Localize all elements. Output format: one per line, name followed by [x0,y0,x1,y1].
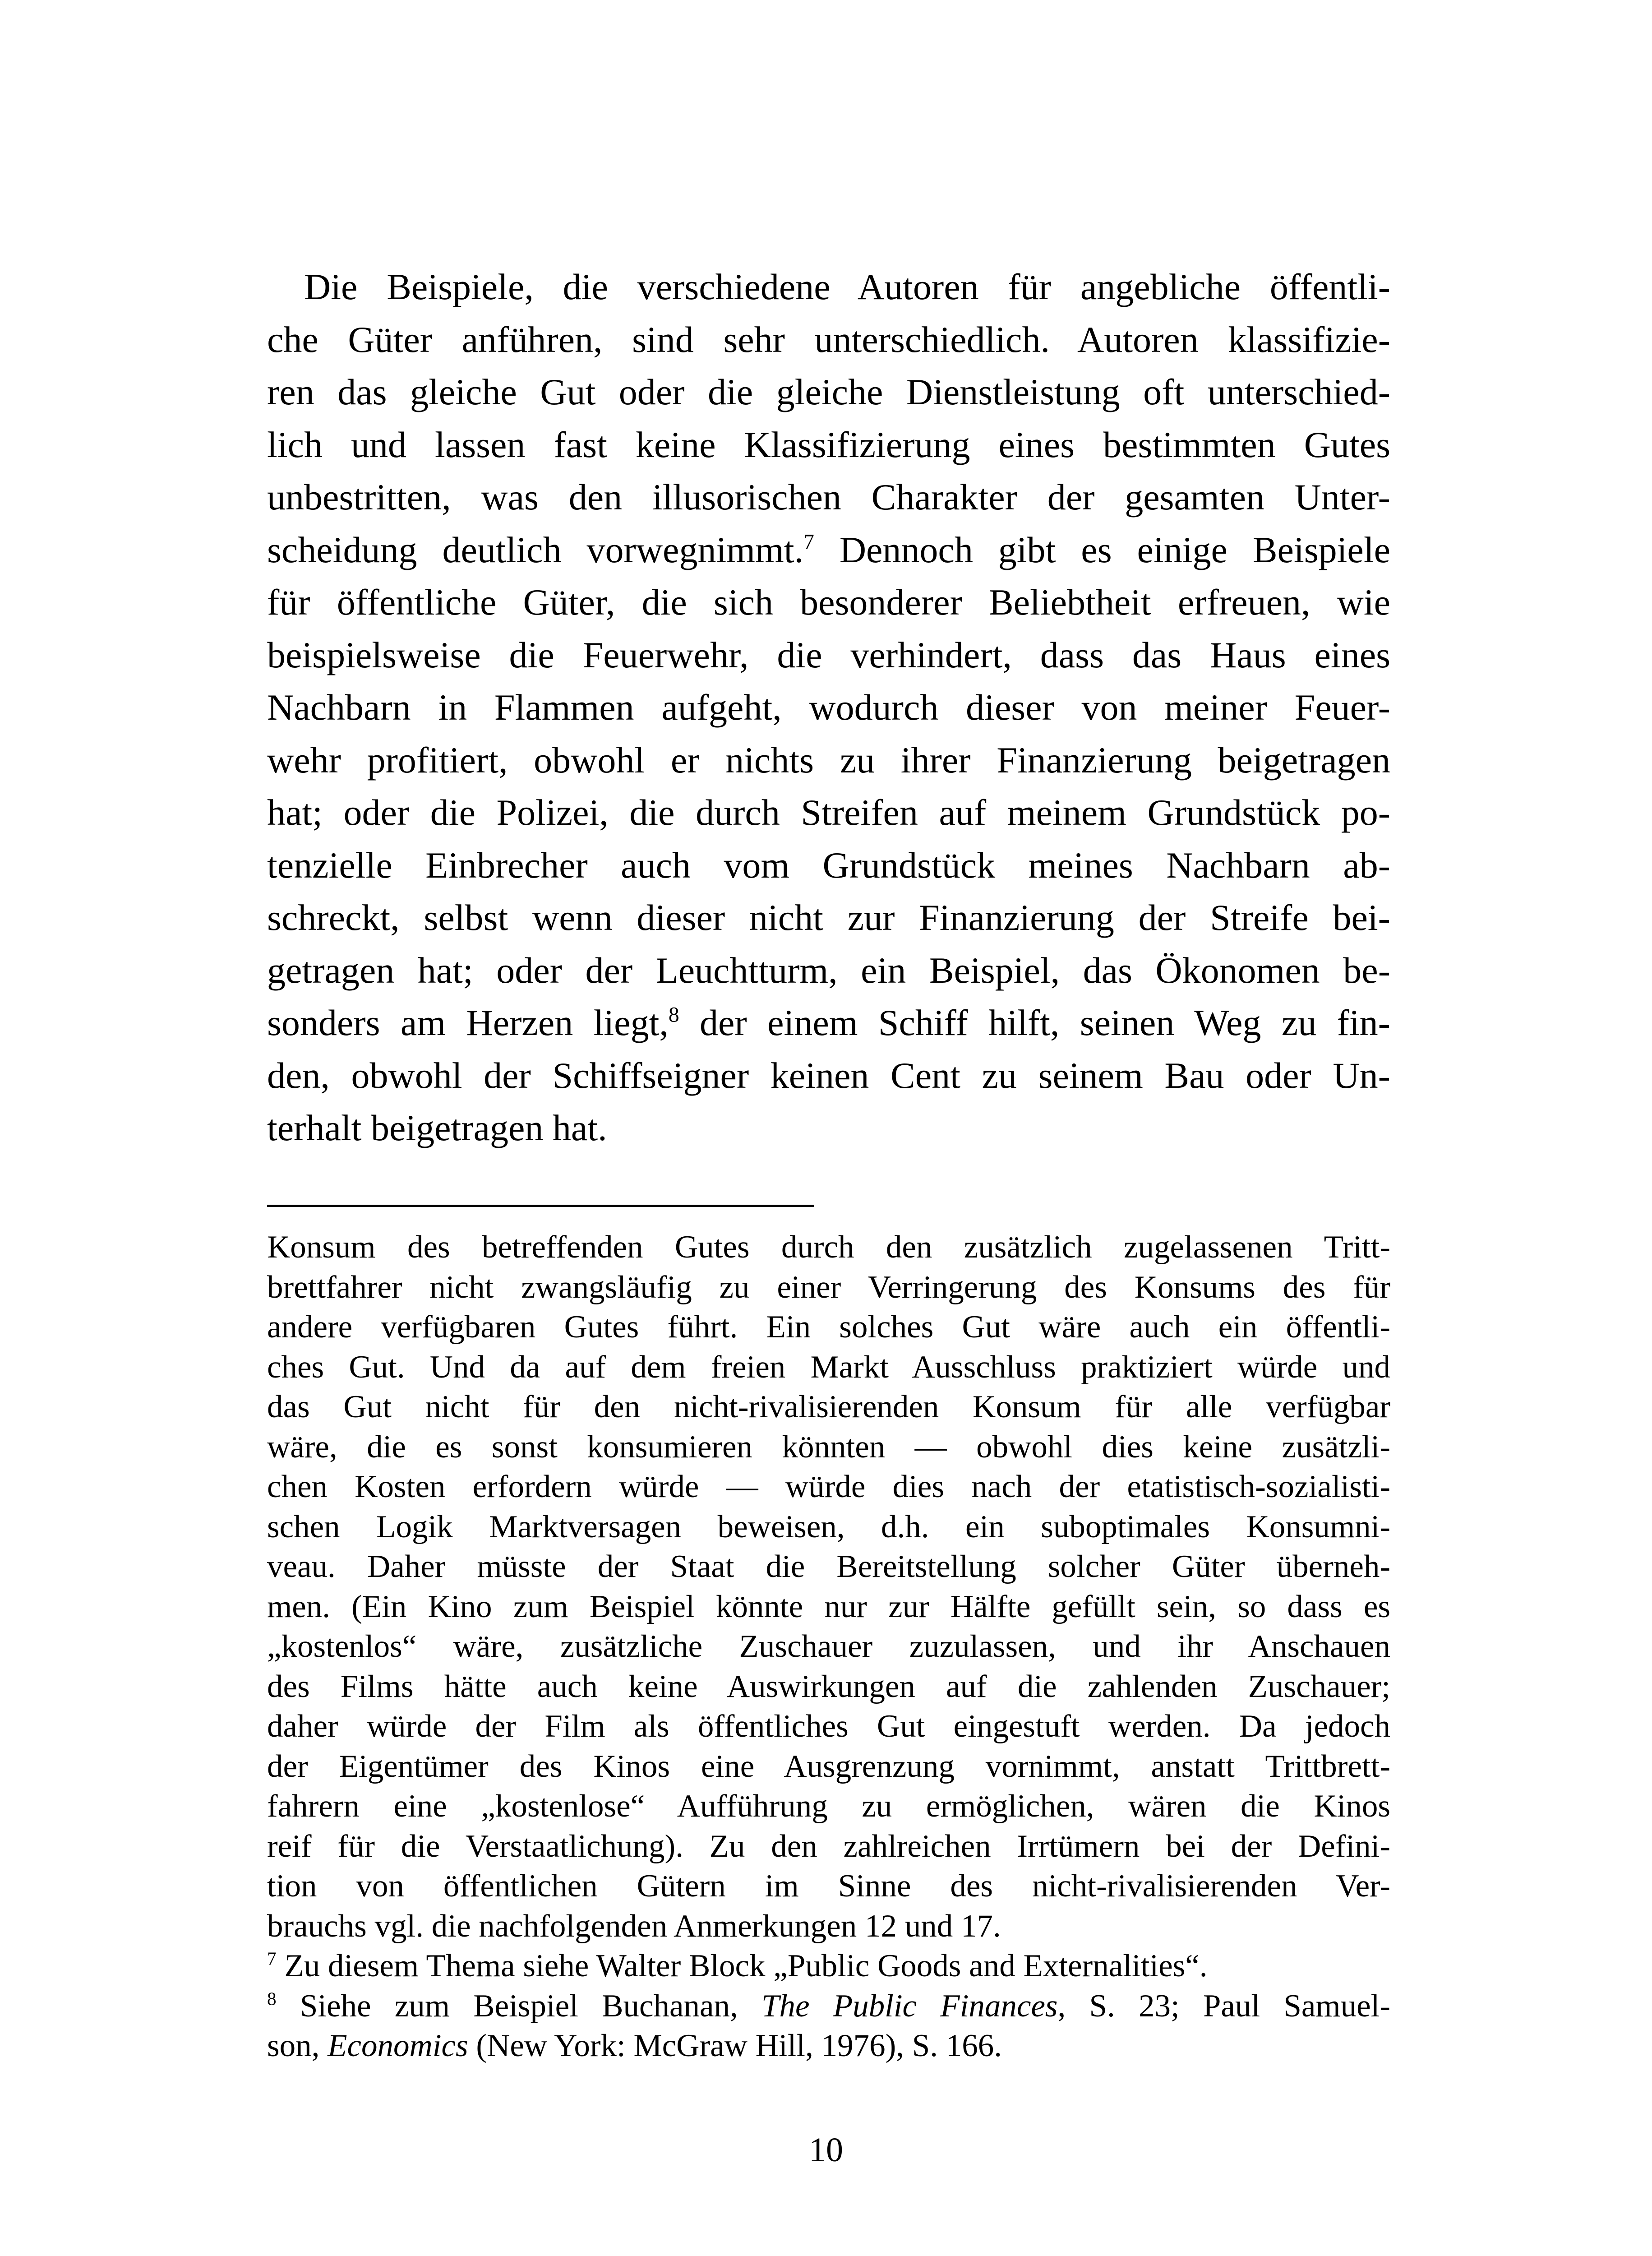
footnote-line: „kostenlos“ wäre, zusätzliche Zuschauer zuzulassen, und ihr Anschauen [267,1629,1390,1664]
body-line [267,997,1390,1049]
body-line: schreckt, selbst wenn dieser nicht zur Finanzierung der Streife bei- [267,897,1390,938]
book-title: Economics [328,2028,468,2063]
book-title: The Public Finances [761,1988,1058,2024]
body-line: tenzielle Einbrecher auch vom Grundstück meines Nachbarn ab- [267,844,1390,886]
footnote-line: Konsum des betreffenden Gutes durch den zusätzlich zugelassenen Tritt- [267,1230,1390,1265]
body-line: wehr profitiert, obwohl er nichts zu ihrer Finanzierung beigetragen [267,739,1390,781]
footnote-line: fahrern eine „kostenlose“ Aufführung zu ermöglichen, wären die Kinos [267,1789,1390,1824]
footnote-line: brettfahrer nicht zwangsläufig zu einer Verringerung des Konsums des für [267,1269,1390,1305]
footnote-line: andere verfügbaren Gutes führt. Ein solches Gut wäre auch ein öffentli- [267,1309,1390,1345]
footnote-number: 7 [267,1948,277,1969]
body-line-text: sonders am Herzen liegt, [267,1002,669,1043]
body-line: unbestritten, was den illusorischen Charakter der gesamten Unter- [267,476,1390,518]
body-line: ren das gleiche Gut oder die gleiche Dienstleistung oft unterschied- [267,371,1390,412]
footnote-line: tion von öffentlichen Gütern im Sinne des nicht-rivalisierenden Ver- [267,1868,1390,1904]
footnote-line: chen Kosten erfordern würde — würde dies nach der etatistisch-sozialisti- [267,1469,1390,1504]
footnote-line: das Gut nicht für den nicht-rivalisierenden Konsum für alle verfügbar [267,1389,1390,1424]
body-line-text: der einem Schiff hilft, seinen Weg zu fin- [679,1002,1390,1043]
footnote-reference[interactable]: 7 [803,530,814,554]
body-line: hat; oder die Polizei, die durch Streifen auf meinem Grundstück po- [267,792,1390,833]
footnote-reference[interactable]: 8 [668,1003,679,1027]
footnote-text: (New York: McGraw Hill, 1976), S. 166. [468,2028,1002,2063]
body-line: getragen hat; oder der Leuchtturm, ein Beispiel, das Ökonomen be- [267,949,1390,991]
footnote-text: Zu diesem Thema siehe Walter Block „Public Goods and Externalities“. [276,1948,1208,1983]
footnotes [267,1227,1390,2066]
body-line-text: Dennoch gibt es einige Beispiele [814,529,1390,570]
footnote-line: brauchs vgl. die nachfolgenden Anmerkungen 12 und 17. [267,1908,1001,1944]
footnote-line: men. (Ein Kino zum Beispiel könnte nur zur Hälfte gefüllt sein, so dass es [267,1589,1390,1624]
footnote-line: der Eigentümer des Kinos eine Ausgrenzung vornimmt, anstatt Trittbrett- [267,1748,1390,1784]
page-number: 10 [809,2131,843,2169]
body-line-text: scheidung deutlich vorwegnimmt. [267,529,804,570]
footnote-text: Siehe zum Beispiel Buchanan, [276,1988,762,2024]
body-line: che Güter anführen, sind sehr unterschiedlich. Autoren klassifizie- [267,319,1390,360]
body-line: lich und lassen fast keine Klassifizierung eines bestimmten Gutes [267,424,1390,465]
footnote-line: ches Gut. Und da auf dem freien Markt Ausschluss praktiziert würde und [267,1349,1390,1385]
footnote-line: veau. Daher müsste der Staat die Bereitstellung solcher Güter überneh- [267,1549,1390,1584]
footnote-7 [267,1946,1390,1986]
footnote-text: , S. 23; Paul Samuel- [1057,1988,1390,2024]
body-line [267,524,1390,577]
footnote-line: des Films hätte auch keine Auswirkungen auf die zahlenden Zuschauer; [267,1669,1390,1704]
footnote-separator [267,1205,814,1207]
body-line: Nachbarn in Flammen aufgeht, wodurch dieser von meiner Feuer- [267,687,1390,728]
body-line: Die Beispiele, die verschiedene Autoren für angebliche öffentli- [304,266,1390,307]
body-line: für öffentliche Güter, die sich besonderer Beliebtheit erfreuen, wie [267,582,1390,623]
footnote-text: son, [267,2028,328,2063]
footnote-line: schen Logik Marktversagen beweisen, d.h. ein suboptimales Konsumni- [267,1509,1390,1544]
body-line: terhalt beigetragen hat. [267,1107,607,1148]
footnote-line: reif für die Verstaatlichung). Zu den zahlreichen Irrtümern bei der Defini- [267,1828,1390,1864]
body-paragraph [267,261,1390,1155]
footnote-number: 8 [267,1988,277,2009]
footnote-line: wäre, die es sonst konsumieren könnten — obwohl dies keine zusätzli- [267,1429,1390,1465]
footnote-8-continued [267,2026,1390,2066]
footnote-line: daher würde der Film als öffentliches Gut eingestuft werden. Da jedoch [267,1709,1390,1744]
body-line: den, obwohl der Schiffseigner keinen Cent zu seinem Bau oder Un- [267,1054,1390,1096]
footnote-8 [267,1986,1390,2026]
body-line: beispielsweise die Feuerwehr, die verhindert, dass das Haus eines [267,634,1390,675]
